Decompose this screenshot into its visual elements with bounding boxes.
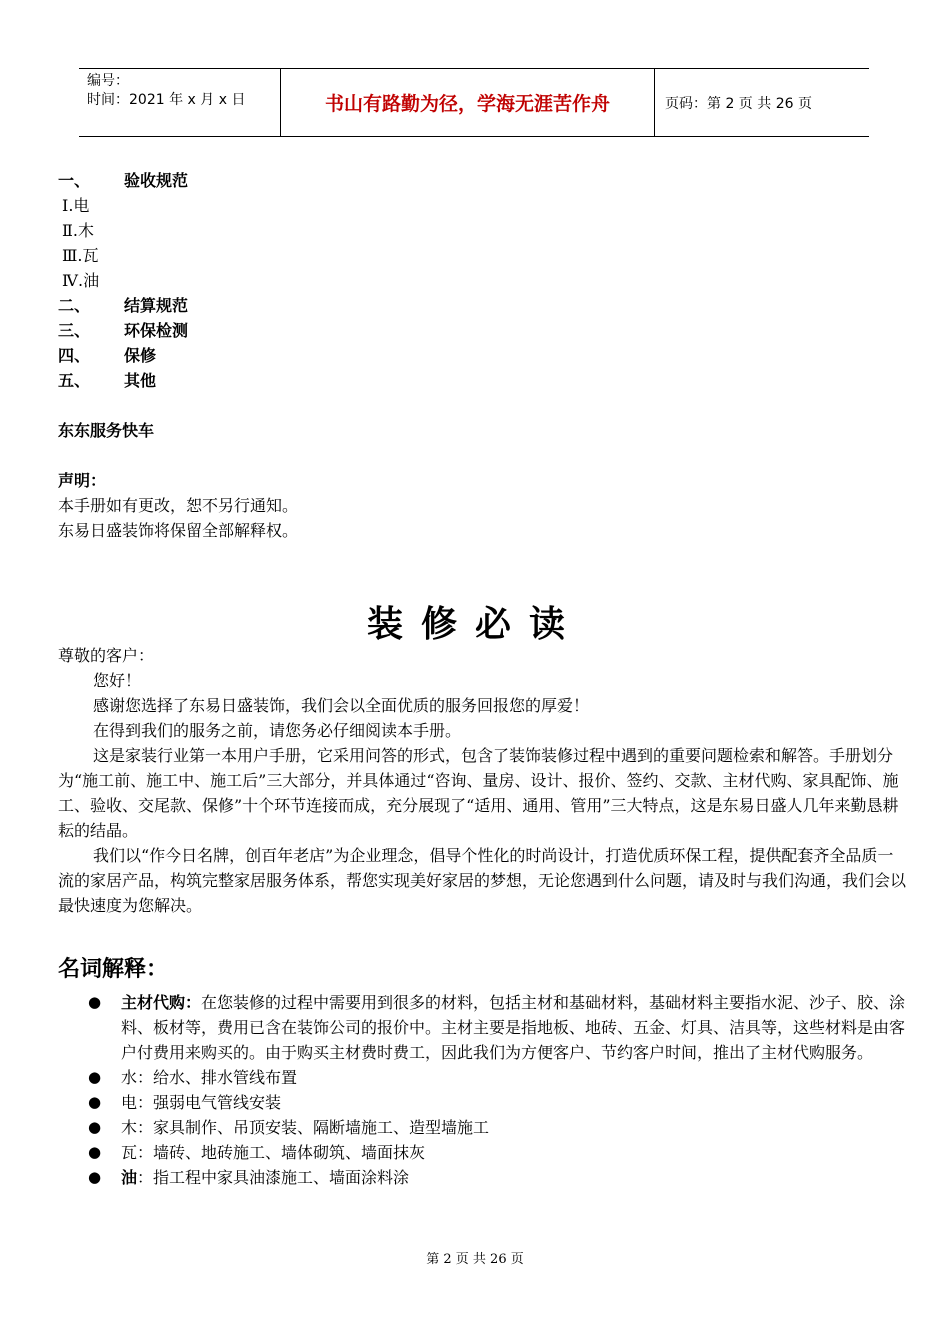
header-info-cell [79, 69, 281, 136]
statement-line-2: 东易日盛装饰将保留全部解释权。 [58, 521, 299, 540]
bullet-icon: ● [88, 1068, 102, 1086]
term-text: ：指工程中家具油漆施工、墙面涂料涂 [137, 1168, 410, 1187]
bullet-icon: ● [88, 1168, 102, 1186]
list-item [88, 1140, 910, 1165]
intro-paragraph-2: 在得到我们的服务之前，请您务必仔细阅读本手册。 [93, 721, 462, 740]
term-label: 油 [121, 1168, 138, 1187]
header-page-label: 页码：第 2 页 共 26 页 [665, 95, 812, 112]
bullet-icon: ● [88, 1143, 102, 1161]
bullet-icon: ● [88, 993, 102, 1011]
date-label: 时间：2021 年 x 月 x 日 [87, 92, 246, 108]
list-item [88, 1090, 910, 1115]
term-label: 主材代购： [121, 993, 202, 1012]
number-label: 编号： [87, 73, 129, 89]
service-name: 东东服务快车 [58, 421, 155, 440]
toc-sub-1: Ⅰ.电 [62, 196, 90, 215]
page-footer: 第 2 页 共 26 页 [426, 1252, 524, 1267]
intro-section [58, 643, 908, 918]
term-text: 瓦：墙砖、地砖施工、墙体砌筑、墙面抹灰 [121, 1143, 426, 1162]
intro-paragraph-1: 感谢您选择了东易日盛装饰，我们会以全面优质的服务回报您的厚爱！ [93, 696, 590, 715]
toc-item-2: 二、 结算规范 [58, 296, 189, 315]
greeting: 您好！ [93, 671, 142, 690]
header-motto: 书山有路勤为径，学海无涯苦作舟 [281, 69, 655, 136]
bullet-icon: ● [88, 1118, 102, 1136]
intro-paragraph-3: 这是家装行业第一本用户手册，它采用问答的形式，包含了装饰装修过程中遇到的重要问题检索和解答。手册划分为“施工前、施工中、施工后”三大部分，并具体通过“咨询、量房、设计、报价、签约、交款、主材代购、家具配饰、施工、验收、交尾款、保修”十个环节连接而成，充分展现了“适用、通用、管用”三大特点，这是东易日盛人几年来勤恳耕耘的结晶。 [58, 746, 899, 840]
page-header [79, 68, 869, 137]
list-item [88, 1115, 910, 1140]
toc-sub-3: Ⅲ.瓦 [62, 246, 99, 265]
statement [58, 468, 298, 543]
toc-sub-2: Ⅱ.木 [62, 221, 94, 240]
statement-title: 声明： [58, 471, 107, 490]
intro-paragraph-4: 我们以“作今日名牌，创百年老店”为企业理念，倡导个性化的时尚设计，打造优质环保工程，提供配套齐全品质一流的家居产品，构筑完整家居服务体系，帮您实现美好家居的梦想，无论您遇到什么问题，请及时与我们沟通，我们会以最快速度为您解决。 [58, 846, 907, 915]
main-title: 装修必读 [366, 604, 583, 645]
term-text: 在您装修的过程中需要用到很多的材料，包括主材和基础材料，基础材料主要指水泥、沙子、胶、涂料、板材等，费用已含在装饰公司的报价中。主材主要是指地板、地砖、五金、灯具、洁具等，这些材料是由客户付费用来购买的。由于购买主材费时费工，因此我们为方便客户、节约客户时间，推出了主材代购服务。 [121, 993, 906, 1062]
terms-list [88, 990, 910, 1190]
salutation: 尊敬的客户： [58, 646, 155, 665]
toc-sub-4: Ⅳ.油 [62, 271, 100, 290]
toc-item-1: 一、 验收规范 [58, 171, 189, 190]
terms-title: 名词解释： [58, 957, 169, 982]
statement-line-1: 本手册如有更改，恕不另行通知。 [58, 496, 299, 515]
term-text: 电：强弱电气管线安装 [121, 1093, 282, 1112]
term-text: 木：家具制作、吊顶安装、隔断墙施工、造型墙施工 [121, 1118, 490, 1137]
term-text: 水：给水、排水管线布置 [121, 1068, 298, 1087]
list-item [88, 1165, 910, 1190]
toc-item-4: 四、 保修 [58, 346, 157, 365]
list-item [88, 990, 910, 1065]
toc-item-3: 三、 环保检测 [58, 321, 189, 340]
toc-item-5: 五、 其他 [58, 371, 157, 390]
list-item [88, 1065, 910, 1090]
bullet-icon: ● [88, 1093, 102, 1111]
table-of-contents [58, 168, 188, 393]
